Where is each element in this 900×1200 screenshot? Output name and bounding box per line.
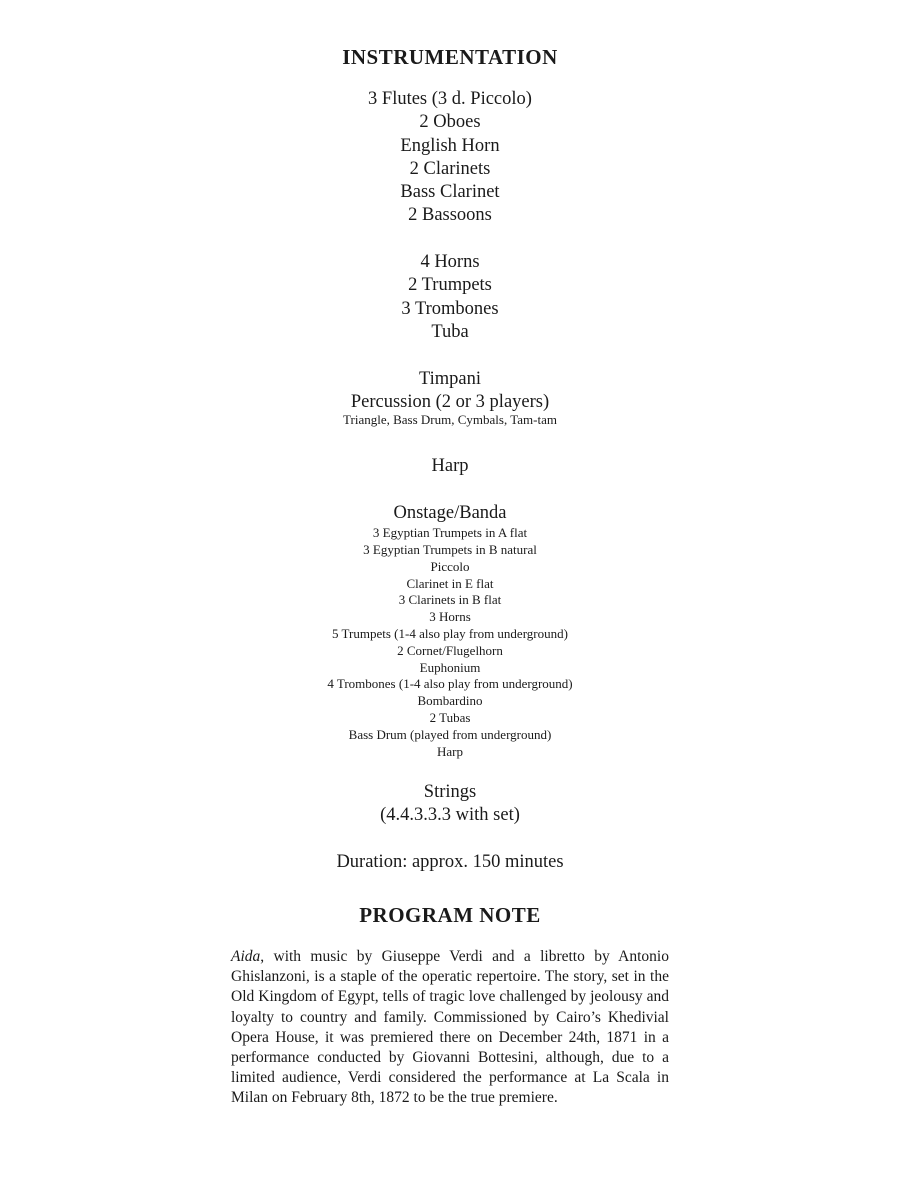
list-item: 3 Trombones xyxy=(401,298,499,319)
duration-text: Duration: approx. 150 minutes xyxy=(336,852,564,872)
harp-section xyxy=(0,455,900,478)
list-item: Euphonium xyxy=(419,659,481,675)
list-item: Bass Drum (played from underground) xyxy=(348,726,552,742)
duration-section xyxy=(0,851,900,874)
list-item: Clarinet in E flat xyxy=(406,575,494,591)
brass-list xyxy=(0,251,900,344)
strings-detail: (4.4.3.3.3 with set) xyxy=(380,805,520,826)
program-note-paragraph xyxy=(231,947,669,1109)
list-item: 2 Clarinets xyxy=(409,158,491,179)
list-item: English Horn xyxy=(400,135,500,156)
list-item: 3 Clarinets in B flat xyxy=(398,592,502,608)
list-item: 5 Trumpets (1-4 also play from underground) xyxy=(332,626,568,642)
list-item: Bass Clarinet xyxy=(400,182,500,203)
list-item: 2 Cornet/Flugelhorn xyxy=(397,642,503,658)
program-note-body: , with music by Giuseppe Verdi and a libretto by Antonio Ghislanzoni, is a staple of the operatic repertoire. The story, set in the Old Kingdom of Egypt, tells of tragic love challenged by jeolousy and loyalty to country and family. Commissioned by Cairo’s Khedivial Opera House, it was premiered there on December 24th, 1871 in a performance conducted by Giovanni Bottesini, although, due to a limited audience, Verdi considered the performance at La Scala in Milan on February 8th, 1872 to be the true premiere. xyxy=(231,948,669,1107)
banda-label: Onstage/Banda xyxy=(393,503,507,523)
percussion-label: Percussion (2 or 3 players) xyxy=(350,392,550,413)
list-item: 2 Oboes xyxy=(419,112,481,133)
program-note-heading: PROGRAM NOTE xyxy=(359,903,541,927)
list-item: 4 Horns xyxy=(420,252,480,272)
list-item: 3 Egyptian Trumpets in A flat xyxy=(372,525,528,541)
list-item: 4 Trombones (1-4 also play from underground) xyxy=(327,676,573,692)
list-item: Bombardino xyxy=(417,693,483,709)
harp-label: Harp xyxy=(431,456,469,476)
list-item: 3 Flutes (3 d. Piccolo) xyxy=(368,89,532,109)
opera-title: Aida xyxy=(231,948,261,965)
list-item: 3 Egyptian Trumpets in B natural xyxy=(363,542,537,558)
list-item: Tuba xyxy=(431,321,469,342)
instrumentation-heading: INSTRUMENTATION xyxy=(342,45,558,69)
list-item: Harp xyxy=(437,743,463,759)
percussion-detail: Triangle, Bass Drum, Cymbals, Tam-tam xyxy=(343,411,557,427)
banda-section xyxy=(0,502,900,760)
strings-section xyxy=(0,781,900,828)
strings-label: Strings xyxy=(423,782,477,802)
list-item: 2 Tubas xyxy=(429,710,471,726)
list-item: 2 Bassoons xyxy=(408,205,492,226)
list-item: Piccolo xyxy=(430,558,470,574)
list-item: 2 Trumpets xyxy=(408,275,492,296)
woodwinds-list xyxy=(0,88,900,228)
list-item: 3 Horns xyxy=(429,609,471,625)
timpani-label: Timpani xyxy=(418,369,482,389)
percussion-section xyxy=(0,368,900,428)
